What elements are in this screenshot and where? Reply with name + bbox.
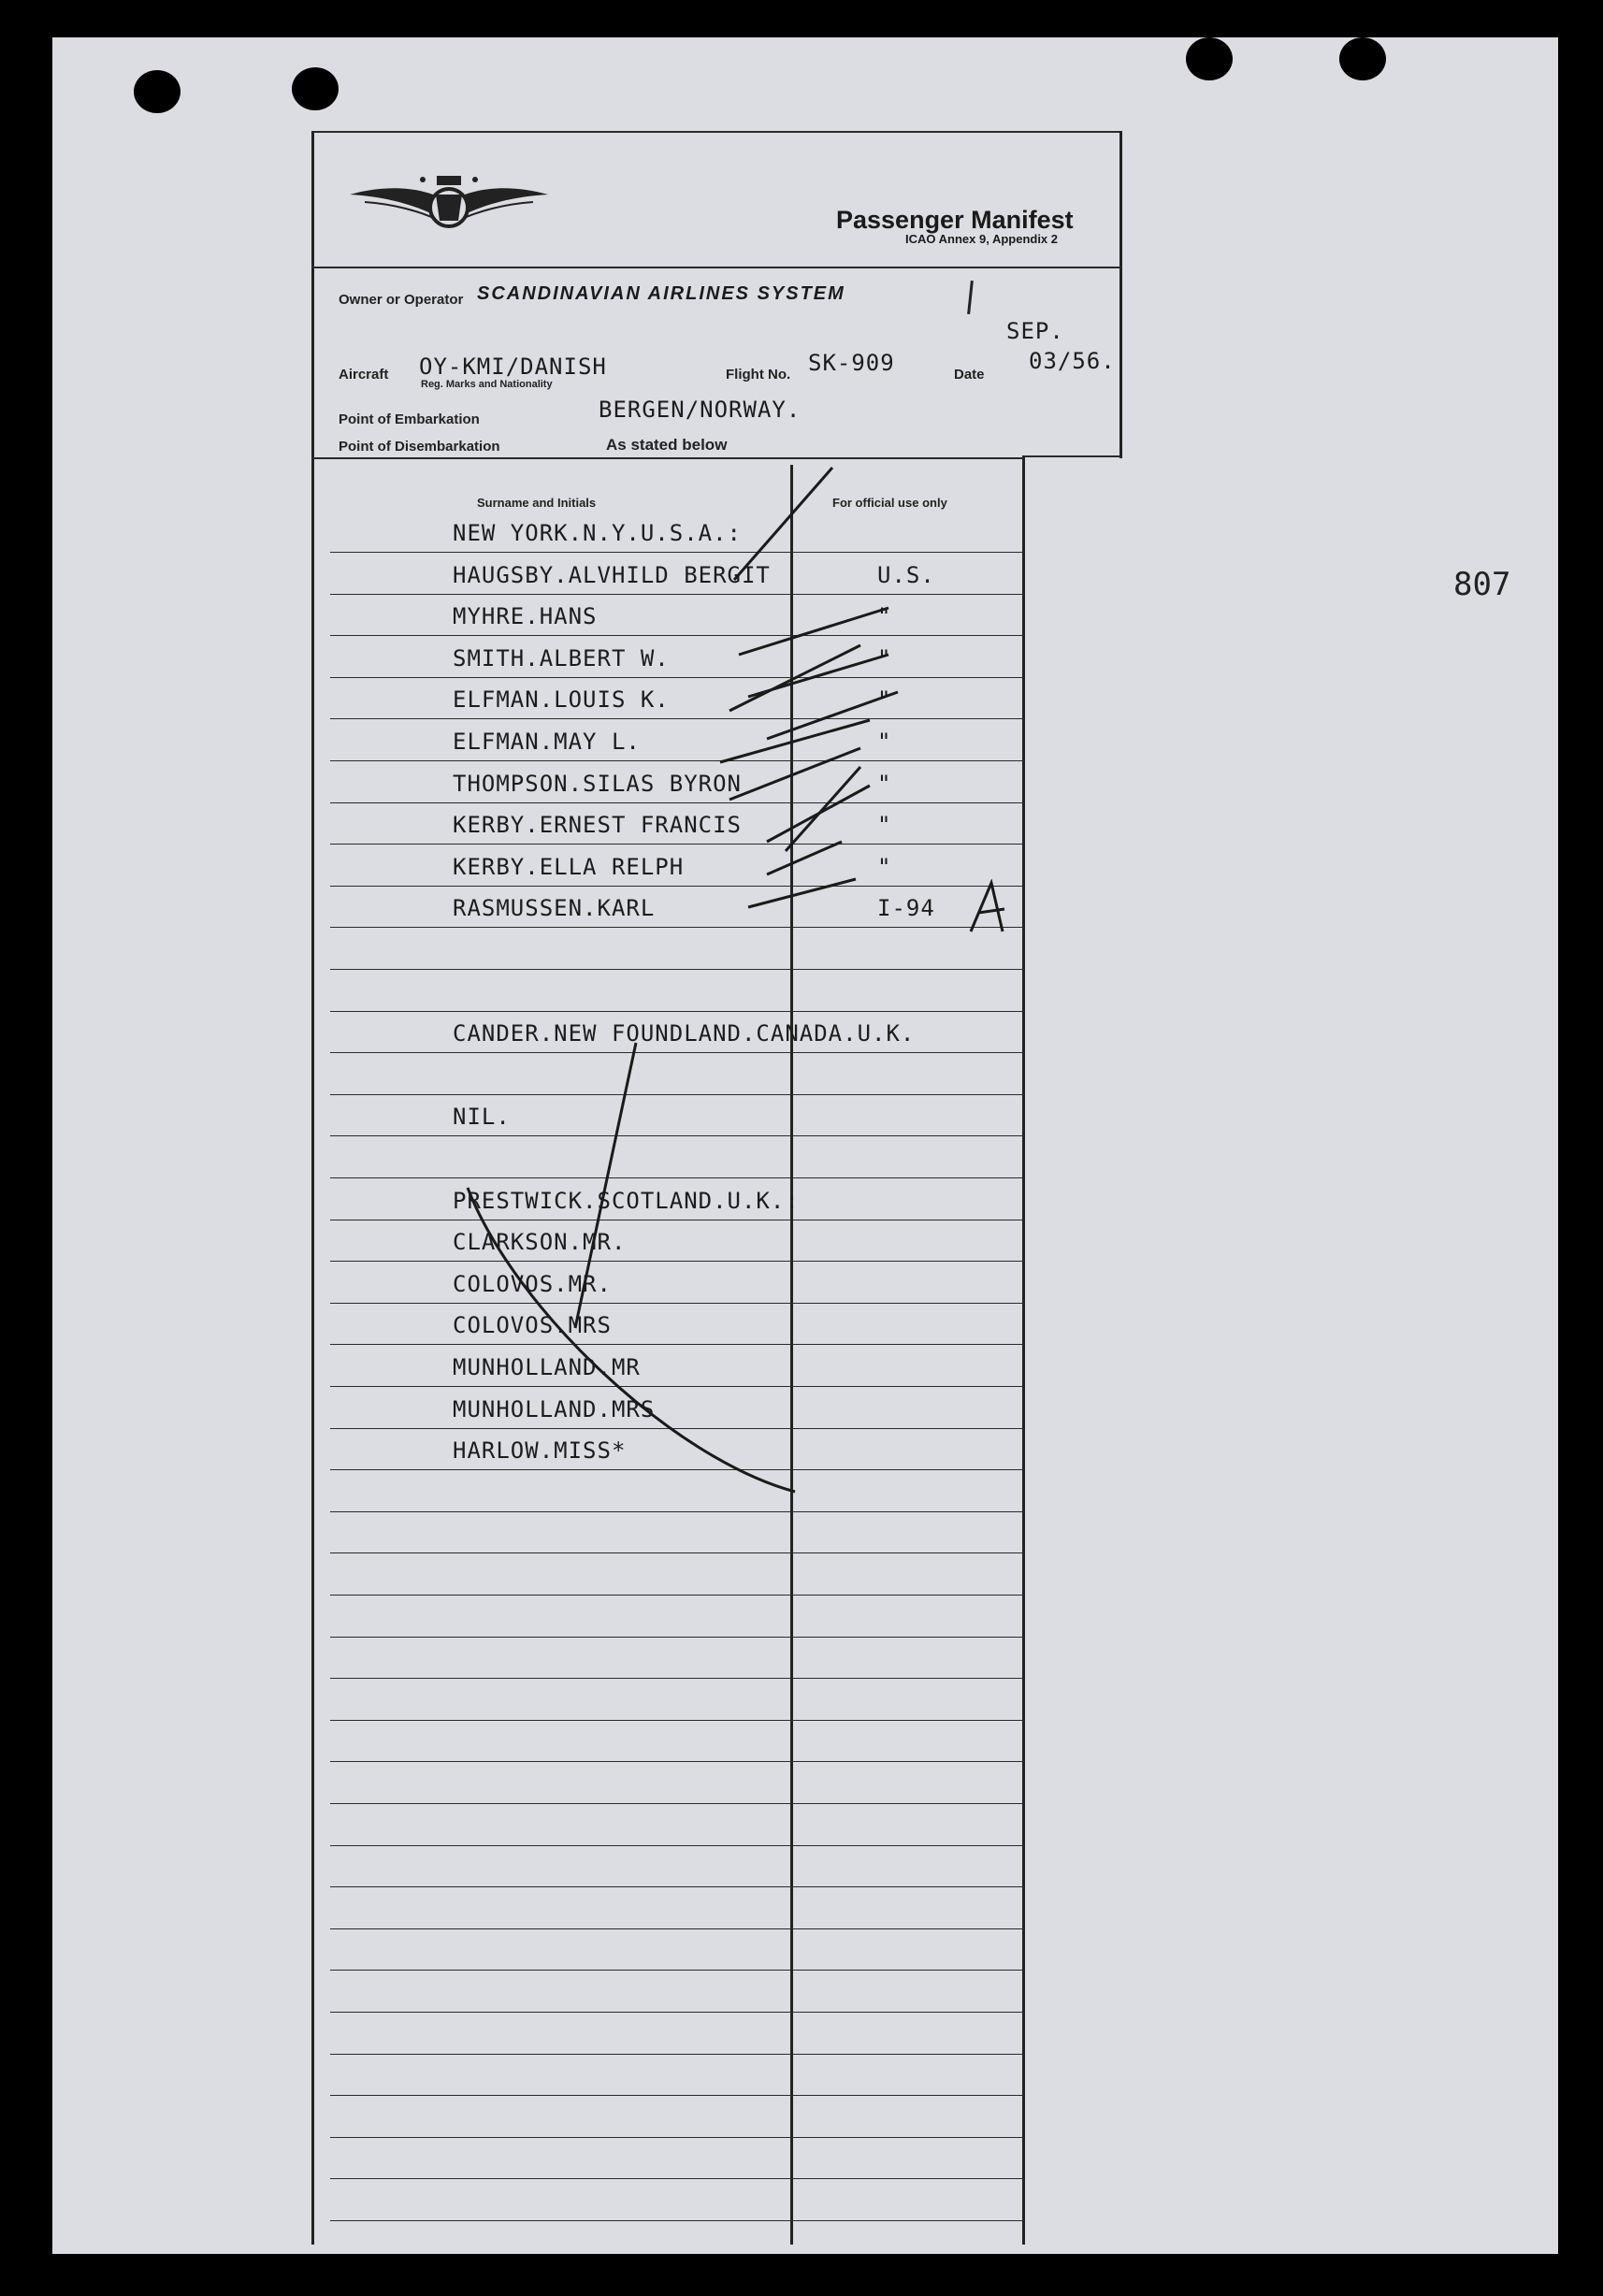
owner-label: Owner or Operator	[339, 292, 464, 308]
name-column-header: Surname and Initials	[477, 496, 597, 510]
owner-value: SCANDINAVIAN AIRLINES SYSTEM	[477, 283, 845, 304]
passenger-name: ELFMAN.LOUIS K.	[453, 686, 670, 713]
embark-label: Point of Embarkation	[339, 412, 480, 427]
disembark-value: As stated below	[606, 436, 728, 454]
passenger-name: MYHRE.HANS	[453, 603, 598, 629]
official-use-cell: U.S.	[877, 562, 935, 588]
passenger-name: THOMPSON.SILAS BYRON	[453, 771, 742, 797]
official-use-cell: "	[877, 645, 892, 671]
flight-value: SK-909	[808, 350, 895, 376]
official-use-cell: "	[877, 729, 892, 755]
passenger-name: MUNHOLLAND.MRS	[453, 1396, 656, 1422]
date-value-day-year: 03/56.	[1029, 348, 1116, 374]
passenger-name: RASMUSSEN.KARL	[453, 895, 656, 921]
form-title: Passenger Manifest	[836, 206, 1074, 234]
date-label: Date	[954, 367, 985, 383]
passenger-name: CLARKSON.MR.	[453, 1229, 627, 1255]
passenger-name: HAUGSBY.ALVHILD BERGIT	[453, 562, 771, 588]
passenger-name: HARLOW.MISS*	[453, 1437, 627, 1464]
disembark-label: Point of Disembarkation	[339, 439, 500, 455]
official-use-cell: "	[877, 812, 892, 838]
passenger-name: KERBY.ELLA RELPH	[453, 854, 685, 880]
passenger-name: COLOVOS.MRS	[453, 1312, 612, 1338]
passenger-name: CANDER.NEW FOUNDLAND.CANADA.U.K.	[453, 1020, 916, 1047]
reg-marks-label: Reg. Marks and Nationality	[421, 379, 553, 390]
flight-label: Flight No.	[726, 367, 791, 383]
official-use-cell: "	[877, 854, 892, 880]
passenger-name: KERBY.ERNEST FRANCIS	[453, 812, 742, 838]
passenger-name: SMITH.ALBERT W.	[453, 645, 670, 671]
embark-value: BERGEN/NORWAY.	[599, 397, 802, 423]
aircraft-label: Aircraft	[339, 367, 389, 383]
passenger-name: MUNHOLLAND.MR	[453, 1354, 641, 1380]
passenger-name: ELFMAN.MAY L.	[453, 729, 641, 755]
official-use-cell: "	[877, 771, 892, 797]
official-use-cell: "	[877, 686, 892, 713]
official-use-cell: I-94	[877, 895, 935, 921]
passenger-name: NEW YORK.N.Y.U.S.A.:	[453, 520, 742, 546]
page-number: 807	[1453, 566, 1511, 603]
date-value-month: SEP.	[1006, 318, 1064, 344]
aircraft-value: OY-KMI/DANISH	[419, 354, 607, 380]
form-subtitle: ICAO Annex 9, Appendix 2	[905, 232, 1059, 246]
official-column-header: For official use only	[832, 496, 947, 510]
passenger-name: NIL.	[453, 1104, 511, 1130]
official-use-cell: "	[877, 603, 892, 629]
passenger-name: COLOVOS.MR.	[453, 1271, 612, 1297]
passenger-name: PRESTWICK.SCOTLAND.U.K.:	[453, 1188, 800, 1214]
